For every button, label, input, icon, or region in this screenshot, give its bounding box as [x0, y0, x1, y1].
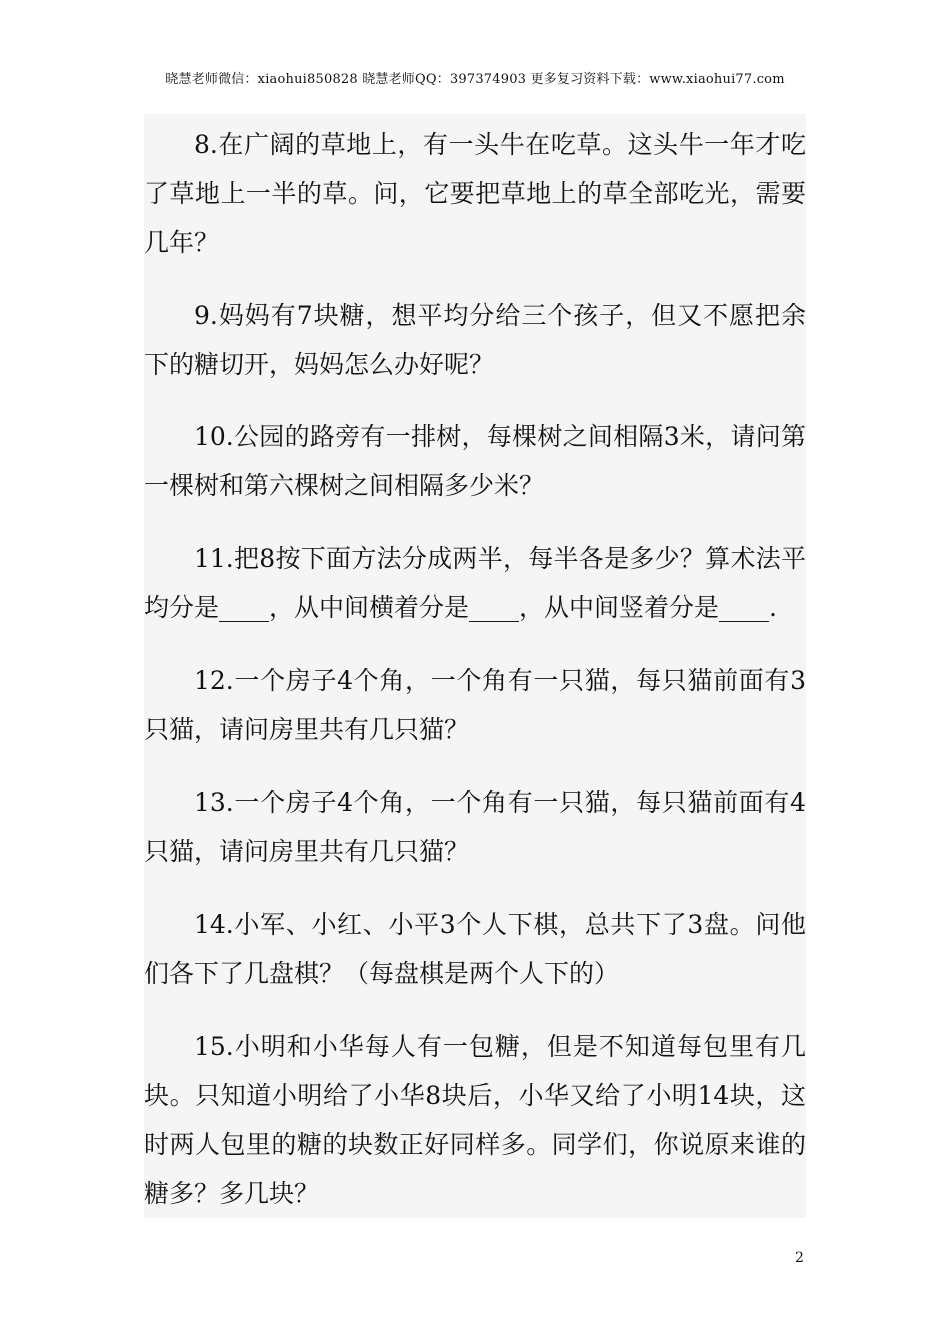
question-10: 10.公园的路旁有一排树，每棵树之间相隔3米，请问第一棵树和第六棵树之间相隔多少米？: [144, 422, 806, 500]
question-8: 8.在广阔的草地上，有一头牛在吃草。这头牛一年才吃了草地上一半的草。问，它要把草地上的草全部吃光，需要几年？: [144, 130, 806, 257]
question-9: 9.妈妈有7块糖，想平均分给三个孩子，但又不愿把余下的糖切开，妈妈怎么办好呢？: [144, 301, 806, 379]
page-number: 2: [795, 1250, 804, 1266]
question-13: 13.一个房子4个角，一个角有一只猫，每只猫前面有4只猫，请问房里共有几只猫？: [144, 788, 806, 866]
page-header: 晓慧老师微信：xiaohui850828 晓慧老师QQ：397374903 更多复习资料下载：www.xiaohui77.com: [165, 72, 785, 87]
question-list: [144, 114, 806, 1218]
question-12: 12.一个房子4个角，一个角有一只猫，每只猫前面有3只猫，请问房里共有几只猫？: [144, 666, 806, 744]
question-14: 14.小军、小红、小平3个人下棋，总共下了3盘。问他们各下了几盘棋？（每盘棋是两个人下的）: [144, 910, 806, 988]
question-15: 15.小明和小华每人有一包糖，但是不知道每包里有几块。只知道小明给了小华8块后，小华又给了小明14块，这时两人包里的糖的块数正好同样多。同学们，你说原来谁的糖多？多几块？: [144, 1032, 806, 1208]
question-11: 11.把8按下面方法分成两半，每半各是多少？算术法平均分是____，从中间横着分是____，从中间竖着分是____.: [144, 544, 806, 622]
